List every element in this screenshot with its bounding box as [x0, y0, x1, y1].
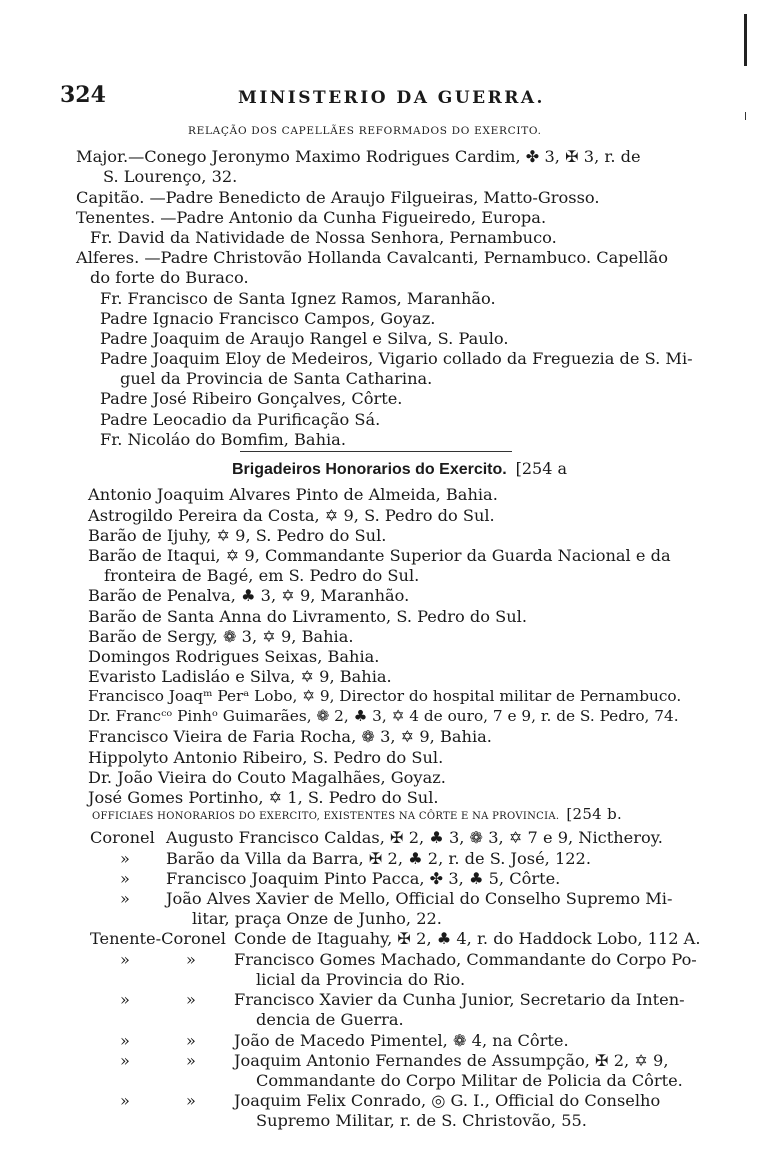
brigadeiro-line: Barão de Itaqui, ✡ 9, Commandante Superior da Guarda Nacional e da: [88, 546, 671, 565]
officer-text: Francisco Xavier da Cunha Junior, Secretario da Inten-: [234, 990, 685, 1009]
officer-rank: Tenente-Coronel: [90, 929, 226, 948]
chaplains-section-title: RELAÇÃO DOS CAPELLÃES REFORMADOS DO EXERCITO.: [188, 125, 542, 137]
officer-rank: »: [120, 1051, 130, 1070]
chaplain-line: Padre Leocadio da Purificação Sá.: [100, 410, 381, 429]
officer-text: Barão da Villa da Barra, ✠ 2, ♣ 2, r. de S. José, 122.: [166, 849, 591, 868]
officer-rank: »: [120, 990, 130, 1009]
chaplain-line: Major.—Conego Jeronymo Maximo Rodrigues Cardim, ✤ 3, ✠ 3, r. de: [76, 147, 641, 166]
brigadeiro-line: Barão de Santa Anna do Livramento, S. Pedro do Sul.: [88, 607, 527, 626]
officer-text: Commandante do Corpo Militar de Policia da Côrte.: [256, 1071, 683, 1090]
officer-rank: »: [120, 869, 130, 888]
officer-rank: »: [120, 889, 130, 908]
officer-text: licial da Provincia do Rio.: [256, 970, 466, 989]
officer-text: João de Macedo Pimentel, ❁ 4, na Côrte.: [234, 1031, 569, 1050]
officer-text: Augusto Francisco Caldas, ✠ 2, ♣ 3, ❁ 3, ✡ 7 e 9, Nictheroy.: [166, 828, 663, 847]
chaplain-line: Fr. Francisco de Santa Ignez Ramos, Maranhão.: [100, 289, 496, 308]
section-divider: [240, 451, 512, 452]
page-edge-rule: [744, 14, 747, 66]
officer-rank: »: [120, 1031, 130, 1050]
officer-rank: Coronel: [90, 828, 155, 847]
officer-ditto: »: [186, 1051, 196, 1070]
officer-rank: »: [120, 950, 130, 969]
page-number: 324: [60, 82, 106, 108]
brigadeiros-ref: [254 a: [515, 459, 568, 478]
officiaes-title: OFFICIAES HONORARIOS DO EXERCITO, EXISTENTES NA CÔRTE E NA PROVINCIA.: [92, 811, 560, 822]
officiaes-ref: [254 b.: [566, 805, 623, 823]
brigadeiro-line: Francisco Vieira de Faria Rocha, ❁ 3, ✡ 9, Bahia.: [88, 727, 492, 746]
officer-text: Joaquim Felix Conrado, ◎ G. I., Official do Conselho: [234, 1091, 661, 1110]
brigadeiro-line: fronteira de Bagé, em S. Pedro do Sul.: [104, 566, 420, 585]
brigadeiro-line: Dr. João Vieira do Couto Magalhães, Goyaz.: [88, 768, 446, 787]
officiaes-section-title: [92, 807, 622, 822]
chaplain-line: Padre Ignacio Francisco Campos, Goyaz.: [100, 309, 436, 328]
officer-text: Conde de Itaguahy, ✠ 2, ♣ 4, r. do Haddock Lobo, 112 A.: [234, 929, 701, 948]
officer-ditto: »: [186, 990, 196, 1009]
chaplain-line: guel da Provincia de Santa Catharina.: [120, 369, 433, 388]
officer-text: dencia de Guerra.: [256, 1010, 404, 1029]
officer-ditto: »: [186, 1091, 196, 1110]
officer-rank: »: [120, 849, 130, 868]
chaplain-line: Capitão. —Padre Benedicto de Araujo Filgueiras, Matto-Grosso.: [76, 188, 600, 207]
brigadeiro-line: Hippolyto Antonio Ribeiro, S. Pedro do Sul.: [88, 748, 444, 767]
chaplain-line: S. Lourenço, 32.: [103, 167, 238, 186]
brigadeiro-line: Astrogildo Pereira da Costa, ✡ 9, S. Pedro do Sul.: [88, 506, 495, 525]
chaplain-line: Padre José Ribeiro Gonçalves, Côrte.: [100, 389, 403, 408]
officer-rank: »: [120, 1091, 130, 1110]
brigadeiro-line: José Gomes Portinho, ✡ 1, S. Pedro do Sul.: [88, 788, 439, 807]
brigadeiros-title: Brigadeiros Honorarios do Exercito.: [232, 461, 507, 478]
brigadeiro-line: Barão de Ijuhy, ✡ 9, S. Pedro do Sul.: [88, 526, 387, 545]
chaplain-line: Padre Joaquim Eloy de Medeiros, Vigario collado da Freguezia de S. Mi-: [100, 349, 693, 368]
brigadeiro-line: Antonio Joaquim Alvares Pinto de Almeida, Bahia.: [88, 485, 498, 504]
officer-text: litar, praça Onze de Junho, 22.: [192, 909, 442, 928]
brigadeiros-section-title: [232, 461, 567, 478]
officer-text: Supremo Militar, r. de S. Christovão, 55.: [256, 1111, 587, 1130]
brigadeiro-line: Domingos Rodrigues Seixas, Bahia.: [88, 647, 380, 666]
brigadeiro-line: Dr. Francᶜᵒ Pinhᵒ Guimarães, ❁ 2, ♣ 3, ✡ 4 de ouro, 7 e 9, r. de S. Pedro, 74.: [88, 707, 679, 725]
officer-text: João Alves Xavier de Mello, Official do Conselho Supremo Mi-: [166, 889, 673, 908]
officer-text: Francisco Gomes Machado, Commandante do Corpo Po-: [234, 950, 697, 969]
brigadeiro-line: Francisco Joaqᵐ Perᵃ Lobo, ✡ 9, Director do hospital militar de Pernambuco.: [88, 687, 682, 705]
running-title: MINISTERIO DA GUERRA.: [238, 88, 545, 108]
brigadeiro-line: Evaristo Ladisláo e Silva, ✡ 9, Bahia.: [88, 667, 392, 686]
chaplain-line: Tenentes. —Padre Antonio da Cunha Figueiredo, Europa.: [76, 208, 547, 227]
chaplain-line: Padre Joaquim de Araujo Rangel e Silva, S. Paulo.: [100, 329, 509, 348]
chaplain-line: do forte do Buraco.: [90, 268, 249, 287]
brigadeiro-line: Barão de Penalva, ♣ 3, ✡ 9, Maranhão.: [88, 586, 410, 605]
page-edge-tick: [745, 112, 746, 120]
chaplain-line: Alferes. —Padre Christovão Hollanda Cavalcanti, Pernambuco. Capellão: [76, 248, 668, 267]
brigadeiro-line: Barão de Sergy, ❁ 3, ✡ 9, Bahia.: [88, 627, 354, 646]
officer-text: Joaquim Antonio Fernandes de Assumpção, ✠ 2, ✡ 9,: [234, 1051, 669, 1070]
chaplain-line: Fr. Nicoláo do Bomfim, Bahia.: [100, 430, 346, 449]
chaplain-line: Fr. David da Natividade de Nossa Senhora, Pernambuco.: [90, 228, 557, 247]
officer-text: Francisco Joaquim Pinto Pacca, ✤ 3, ♣ 5, Côrte.: [166, 869, 561, 888]
officer-ditto: »: [186, 1031, 196, 1050]
officer-ditto: »: [186, 950, 196, 969]
